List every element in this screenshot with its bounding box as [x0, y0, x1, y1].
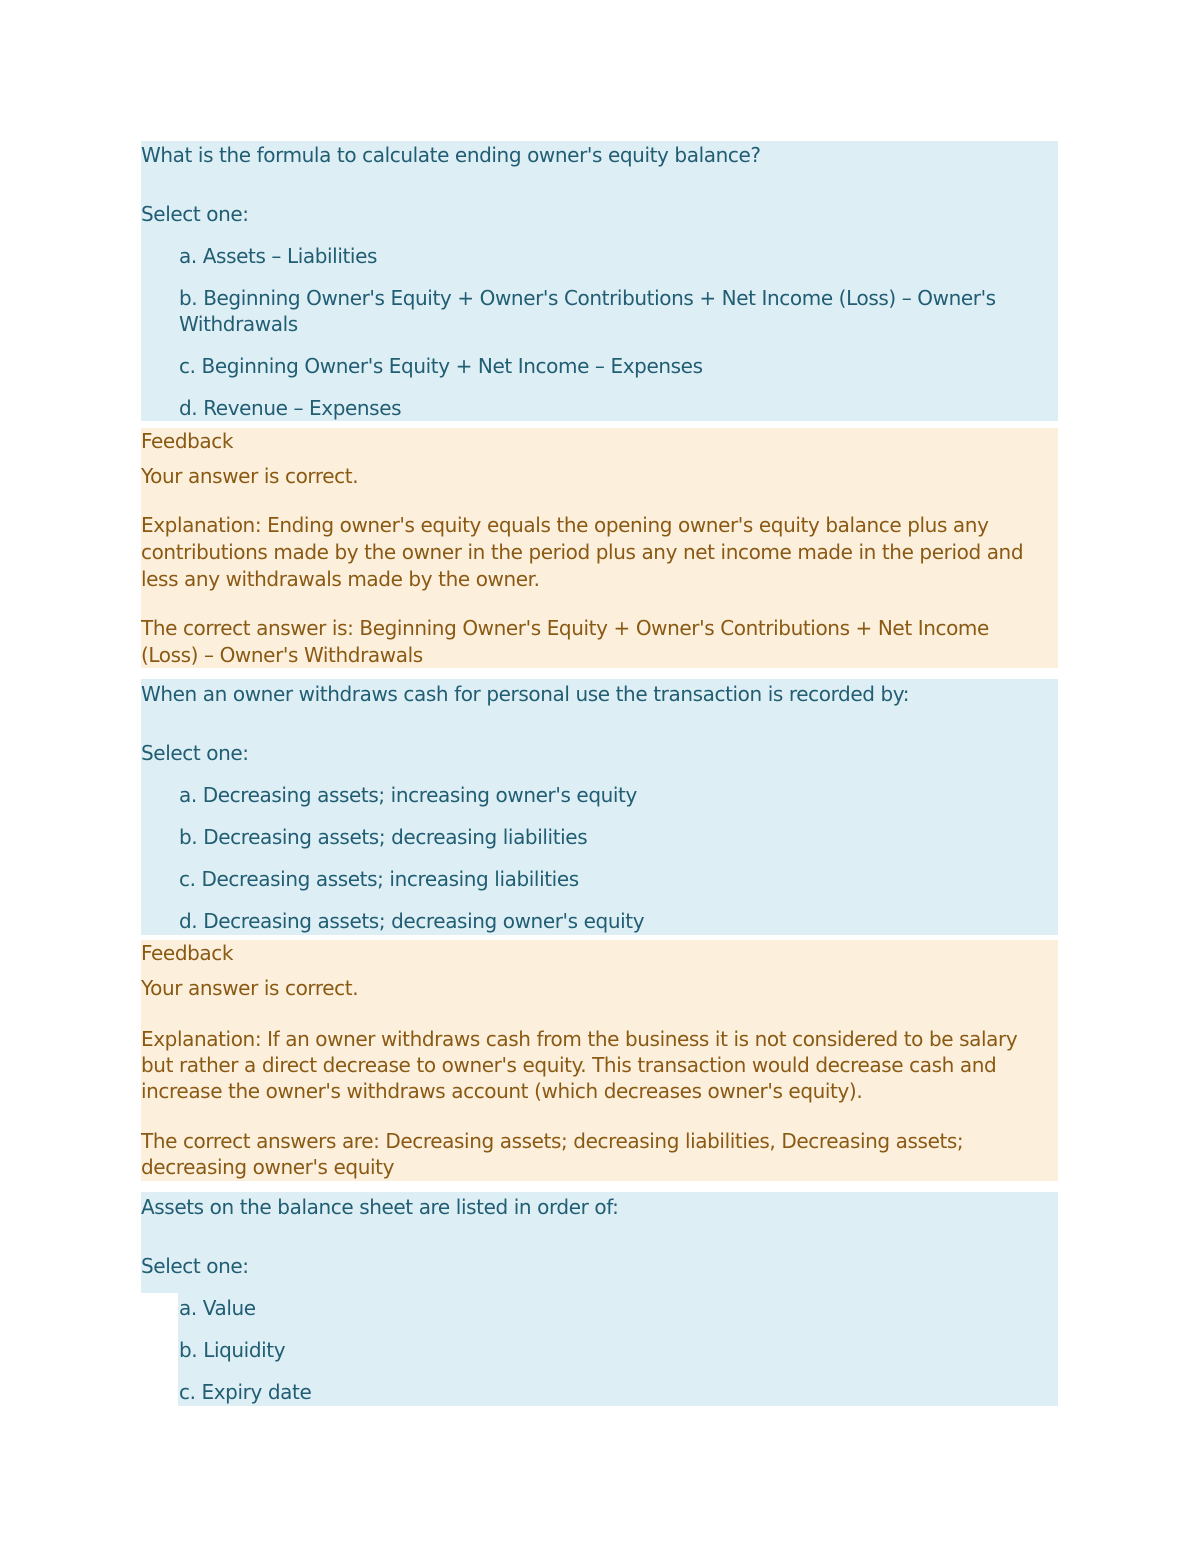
- question-2-text: When an owner withdraws cash for personal use the transaction is recorded by:: [141, 682, 910, 706]
- feedback-2-block: [141, 940, 1058, 1181]
- question-2-option-c[interactable]: c. Decreasing assets; increasing liabilities: [179, 867, 579, 891]
- feedback-1-correct-line-2: (Loss) – Owner's Withdrawals: [141, 643, 423, 667]
- feedback-2-explanation-line-1: Explanation: If an owner withdraws cash from the business it is not considered to be salary: [141, 1027, 1018, 1051]
- feedback-1-explanation-line-2: contributions made by the owner in the period plus any net income made in the period and: [141, 540, 1024, 564]
- question-1-block: [141, 141, 1058, 421]
- question-3-block: [141, 1192, 1058, 1293]
- question-2-option-d[interactable]: d. Decreasing assets; decreasing owner's equity: [179, 909, 645, 933]
- question-1-select-label: Select one:: [141, 202, 249, 226]
- question-3-text: Assets on the balance sheet are listed in order of:: [141, 1195, 619, 1219]
- question-3-option-b[interactable]: b. Liquidity: [179, 1338, 286, 1362]
- feedback-1-correct-line-1: The correct answer is: Beginning Owner's Equity + Owner's Contributions + Net Income: [141, 616, 989, 640]
- feedback-2-correct-line-2: decreasing owner's equity: [141, 1155, 395, 1179]
- feedback-1-result: Your answer is correct.: [141, 464, 359, 488]
- question-2-option-a[interactable]: a. Decreasing assets; increasing owner's equity: [179, 783, 637, 807]
- question-3-option-c[interactable]: c. Expiry date: [179, 1380, 312, 1404]
- feedback-1-block: [141, 428, 1058, 668]
- question-2-select-label: Select one:: [141, 741, 249, 765]
- question-1-option-b[interactable]: b. Beginning Owner's Equity + Owner's Contributions + Net Income (Loss) – Owner's: [179, 286, 996, 310]
- question-1-option-b-wrap[interactable]: Withdrawals: [179, 312, 298, 336]
- feedback-1-explanation-line-3: less any withdrawals made by the owner.: [141, 567, 540, 591]
- question-1-text: What is the formula to calculate ending owner's equity balance?: [141, 143, 761, 167]
- feedback-2-heading: Feedback: [141, 941, 234, 965]
- feedback-2-result: Your answer is correct.: [141, 976, 359, 1000]
- question-3-option-a[interactable]: a. Value: [179, 1296, 256, 1320]
- feedback-1-heading: Feedback: [141, 429, 234, 453]
- question-2-block: [141, 679, 1058, 935]
- feedback-2-explanation-line-3: increase the owner's withdraws account (which decreases owner's equity).: [141, 1079, 863, 1103]
- question-1-option-c[interactable]: c. Beginning Owner's Equity + Net Income – Expenses: [179, 354, 703, 378]
- question-3-select-label: Select one:: [141, 1254, 249, 1278]
- question-2-option-b[interactable]: b. Decreasing assets; decreasing liabilities: [179, 825, 588, 849]
- question-1-option-d[interactable]: d. Revenue – Expenses: [179, 396, 402, 420]
- feedback-1-explanation-line-1: Explanation: Ending owner's equity equals the opening owner's equity balance plus any: [141, 513, 989, 537]
- feedback-2-explanation-line-2: but rather a direct decrease to owner's equity. This transaction would decrease cash and: [141, 1053, 997, 1077]
- feedback-2-correct-line-1: The correct answers are: Decreasing assets; decreasing liabilities, Decreasing assets;: [141, 1129, 964, 1153]
- question-1-option-a[interactable]: a. Assets – Liabilities: [179, 244, 378, 268]
